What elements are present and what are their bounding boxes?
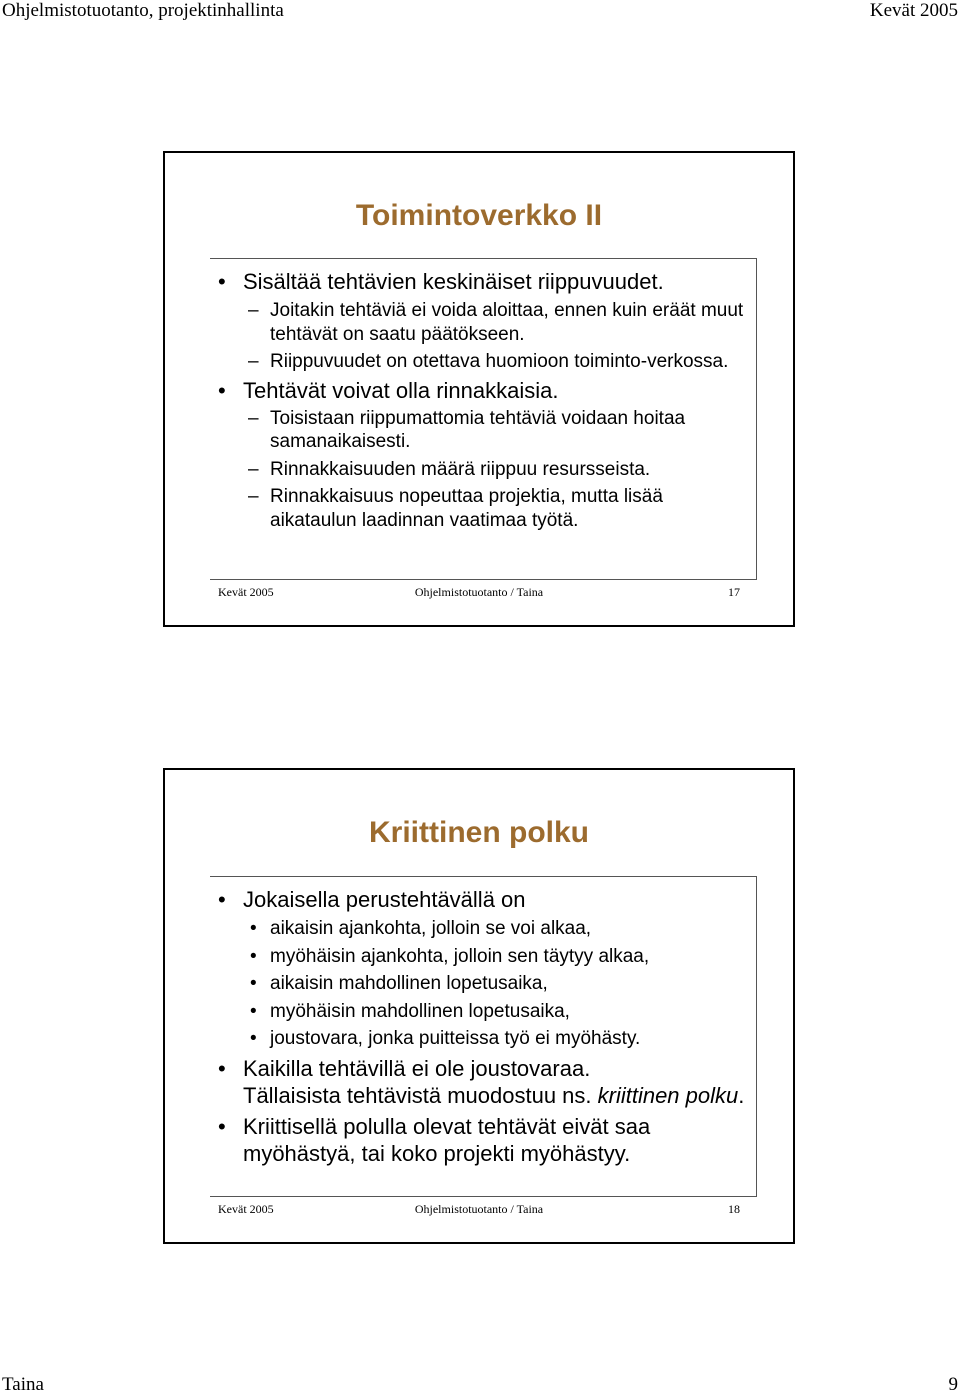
- sub-item: • myöhäisin mahdollinen lopetusaika,: [250, 1000, 570, 1022]
- bullet-list: [210, 268, 748, 532]
- slide-18: [163, 768, 795, 1244]
- bullet-dot-icon: •: [250, 1000, 257, 1022]
- footer-author: Taina: [2, 1374, 44, 1395]
- dash-icon: –: [248, 458, 259, 480]
- bullet-item: • Kriittisellä polulla olevat tehtävät eivät saa myöhästyä, tai koko projekti myöhästyy.: [218, 1113, 651, 1166]
- sub-item: • aikaisin mahdollinen lopetusaika,: [250, 973, 548, 994]
- bullet-dot-icon: •: [218, 377, 226, 403]
- footer-slide-number: 17: [728, 585, 740, 599]
- bullet-item: • Jokaisella perustehtävällä on: [218, 887, 526, 912]
- slide-content-box: [210, 258, 757, 580]
- footer-slide-number: 18: [728, 1202, 740, 1216]
- slide-footer: [218, 1202, 740, 1218]
- slide-title: Toimintoverkko II: [355, 199, 603, 232]
- slide-content-box: [210, 876, 757, 1197]
- bullet-dot-icon: •: [250, 973, 257, 994]
- slide-footer: [218, 585, 740, 601]
- bullet-dot-icon: •: [250, 945, 257, 967]
- bullet-dot-icon: •: [250, 918, 257, 939]
- sub-item: • aikaisin ajankohta, jolloin se voi alkaa,: [250, 918, 592, 939]
- bullet-dot-icon: •: [218, 1113, 226, 1139]
- bullet-dot-icon: •: [218, 1055, 226, 1081]
- sub-item: • joustovara, jonka puitteissa työ ei myöhästy.: [250, 1028, 641, 1049]
- page-footer: [0, 1372, 960, 1396]
- slide-title: Kriittinen polku: [369, 816, 589, 849]
- sub-item: – Rinnakkaisuus nopeuttaa projektia, mutta lisää aikataulun laadinnan vaatimaa työtä.: [248, 486, 663, 531]
- dash-icon: –: [248, 300, 259, 321]
- bullet-dot-icon: •: [250, 1028, 257, 1049]
- page-header: [0, 0, 960, 24]
- sub-item: • myöhäisin ajankohta, jolloin sen täytyy alkaa,: [250, 945, 650, 967]
- dash-icon: –: [248, 486, 259, 507]
- bullet-list: [210, 886, 748, 1167]
- bullet-dot-icon: •: [218, 269, 226, 294]
- header-term: Kevät 2005: [869, 0, 958, 21]
- sub-item: – Toisistaan riippumattomia tehtäviä voidaan hoitaa samanaikaisesti.: [248, 407, 686, 452]
- sub-item: – Rinnakkaisuuden määrä riippuu resursseista.: [248, 458, 651, 480]
- bullet-item: • Sisältää tehtävien keskinäiset riippuvuudet.: [218, 269, 664, 294]
- page-number: 9: [948, 1374, 958, 1395]
- bullet-item: • Tehtävät voivat olla rinnakkaisia.: [218, 377, 559, 403]
- emphasis-critical-path: kriittinen polku: [597, 1082, 739, 1108]
- sub-item: – Riippuvuudet on otettava huomioon toiminto-verkossa.: [248, 351, 729, 372]
- footer-date: Kevät 2005: [218, 585, 274, 599]
- dash-icon: –: [248, 407, 259, 429]
- dash-icon: –: [248, 351, 259, 372]
- bullet-dot-icon: •: [218, 887, 226, 912]
- footer-course: Ohjelmistotuotanto / Taina: [414, 585, 544, 599]
- sub-item: – Joitakin tehtäviä ei voida aloittaa, ennen kuin eräät muut tehtävät on saatu päätökseen.: [248, 300, 744, 345]
- header-course-title: Ohjelmistotuotanto, projektinhallinta: [2, 0, 284, 21]
- footer-date: Kevät 2005: [218, 1202, 274, 1216]
- bullet-item: • Kaikilla tehtävillä ei ole joustovaraa. Tällaisista tehtävistä muodostuu ns. kriittinen polku.: [218, 1055, 745, 1108]
- slide-17: [163, 151, 795, 627]
- footer-course: Ohjelmistotuotanto / Taina: [414, 1202, 544, 1216]
